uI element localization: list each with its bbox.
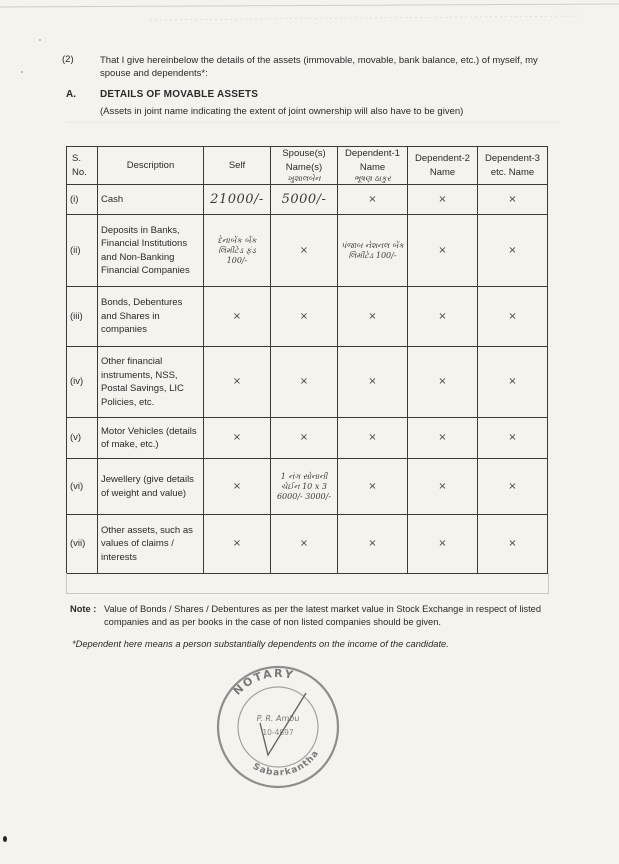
table-row — [67, 215, 548, 287]
table-row — [67, 347, 548, 418]
cell-dependent-3: × — [478, 347, 548, 418]
cell-spouse: × — [271, 515, 338, 574]
cell-self: 21000/- — [204, 185, 271, 215]
header-dependent-1-handwriting: ભૂષણ ઠાકુર — [354, 174, 391, 183]
svg-text:NOTARY — [231, 667, 296, 698]
cell-dependent-2: × — [408, 185, 478, 215]
cell-dependent-1: × — [338, 185, 408, 215]
row-description: Other financial instruments, NSS, Postal Savings, LIC Policies, etc. — [98, 347, 204, 418]
cell-spouse: × — [271, 287, 338, 347]
cell-self: × — [204, 287, 271, 347]
row-description: Bonds, Debentures and Shares in companies — [98, 287, 204, 347]
seal-name: P. R. Ambu — [256, 714, 300, 723]
cell-self: × — [204, 459, 271, 515]
table-row — [67, 418, 548, 459]
cell-dependent-2: × — [408, 347, 478, 418]
dependent-footnote: *Dependent here means a person substantially dependents on the income of the candidate. — [72, 639, 449, 649]
cell-dependent-1: × — [338, 515, 408, 574]
section-title: DETAILS OF MOVABLE ASSETS — [100, 89, 259, 100]
cell-dependent-2: × — [408, 459, 478, 515]
seal-top-text: NOTARY — [230, 666, 296, 698]
note-label-text: Note : — [70, 604, 97, 614]
cell-dependent-2: × — [408, 287, 478, 347]
cell-dependent-1: × — [338, 418, 408, 459]
header-dependent-2: Dependent-2 Name — [408, 147, 478, 185]
cell-dependent-3: × — [478, 215, 548, 287]
cell-dependent-3: × — [478, 515, 548, 574]
cell-dependent-1: પંજાબ નેશનલ બેંક લિમીટેડ 100/- — [338, 215, 408, 287]
notary-seal — [208, 663, 348, 791]
paragraph-number: (2) — [62, 54, 74, 65]
cell-self: × — [204, 418, 271, 459]
cell-dependent-3: × — [478, 418, 548, 459]
cell-dependent-1: × — [338, 347, 408, 418]
row-sno: (v) — [67, 418, 98, 459]
cell-spouse: × — [271, 215, 338, 287]
cell-dependent-1: × — [338, 287, 408, 347]
cell-spouse: × — [271, 347, 338, 418]
row-sno: (vi) — [67, 459, 98, 515]
movable-assets-table — [66, 146, 548, 574]
cell-self: × — [204, 515, 271, 574]
note-text: Value of Bonds / Shares / Debentures as per the latest market value in Stock Exchange in respect of listed companies and as per books in the case of non listed companies should be given. — [104, 604, 542, 627]
row-sno: (iii) — [67, 287, 98, 347]
cell-dependent-1: × — [338, 459, 408, 515]
header-description: Description — [98, 147, 204, 185]
cell-spouse: × — [271, 418, 338, 459]
row-description: Deposits in Banks, Financial Institutions and Non-Banking Financial Companies — [98, 215, 204, 287]
cell-spouse: 5000/- — [271, 185, 338, 215]
table-header-row — [67, 147, 548, 185]
row-sno: (ii) — [67, 215, 98, 287]
seal-reg-number: 10-4897 — [262, 728, 294, 737]
header-spouse-handwriting: ખુશાલબેન — [287, 174, 321, 183]
cell-self: × — [204, 347, 271, 418]
cell-dependent-3: × — [478, 287, 548, 347]
header-dependent-1-label: Dependent-1 Name — [345, 148, 400, 173]
cell-dependent-2: × — [408, 215, 478, 287]
row-sno: (i) — [67, 185, 98, 215]
header-spouse-label: Spouse(s) Name(s) — [282, 148, 326, 173]
table-row — [67, 515, 548, 574]
row-description: Cash — [98, 185, 204, 215]
table-row — [67, 459, 548, 515]
cell-dependent-2: × — [408, 418, 478, 459]
cell-self: દેનાબેંક બેંક લિમીટેડ ફંડ 100/- — [204, 215, 271, 287]
table-row — [67, 185, 548, 215]
bleed-through-row — [66, 573, 549, 594]
header-sno: S. No. — [67, 147, 98, 185]
header-dependent-1 — [338, 147, 408, 185]
section-subtitle: (Assets in joint name indicating the extent of joint ownership will also have to be given) — [100, 106, 464, 117]
signature-mark — [260, 693, 306, 755]
header-spouse — [271, 147, 338, 185]
intro-paragraph: That I give hereinbelow the details of the assets (immovable, movable, bank balance, etc.) of myself, my spouse and dependents*: — [100, 55, 538, 79]
cell-dependent-2: × — [408, 515, 478, 574]
row-sno: (iv) — [67, 347, 98, 418]
row-description: Other assets, such as values of claims / interests — [98, 515, 204, 574]
table-row — [67, 287, 548, 347]
seal-bottom-text: Sabarkantha — [250, 748, 322, 779]
section-letter: A. — [66, 89, 76, 100]
cell-spouse: 1 નંગ સોનાની ચેઈન 10 x 3 6000/- 3000/- — [271, 459, 338, 515]
cell-dependent-3: × — [478, 459, 548, 515]
row-description: Jewellery (give details of weight and value) — [98, 459, 204, 515]
row-description: Motor Vehicles (details of make, etc.) — [98, 418, 204, 459]
paper-speck — [3, 836, 7, 842]
cell-dependent-3: × — [478, 185, 548, 215]
header-self: Self — [204, 147, 271, 185]
header-dependent-3: Dependent-3 etc. Name — [478, 147, 548, 185]
row-sno: (vii) — [67, 515, 98, 574]
